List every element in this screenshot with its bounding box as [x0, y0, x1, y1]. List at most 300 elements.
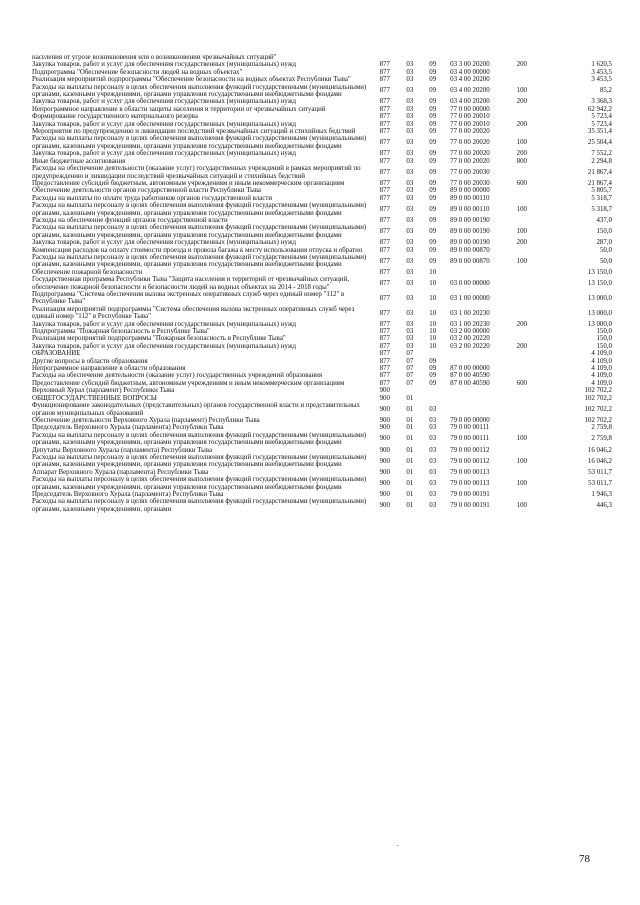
row-subsection-code: 09 [429, 257, 437, 265]
row-target-article: 77 0 00 20020 [450, 128, 490, 136]
row-name: Реализация мероприятий подпрограммы "Пожарная безопасность в Республике Тыва" [32, 335, 286, 343]
table-row [32, 121, 612, 128]
row-expense-type: 100 [516, 479, 527, 487]
row-gr-code: 877 [379, 157, 390, 165]
table-row [32, 454, 612, 469]
row-section-code: 03 [406, 105, 414, 113]
row-target-article: 79 0 00 00191 [450, 490, 490, 498]
row-amount: 102 702,2 [584, 405, 612, 413]
row-name: Подпрограмма "Пожарная безопасность в Республике Тыва" [32, 328, 210, 336]
row-section-code: 03 [406, 157, 414, 165]
table-row [32, 350, 612, 357]
row-amount: 13 150,0 [587, 279, 612, 287]
row-subsection-code: 09 [429, 216, 437, 224]
row-subsection-code: 09 [429, 239, 437, 247]
row-subsection-code: 09 [429, 246, 437, 254]
table-row [32, 106, 612, 113]
budget-table [32, 54, 612, 513]
row-amount: 102 702,2 [584, 416, 612, 424]
table-row [32, 447, 612, 454]
row-expense-type: 200 [516, 150, 527, 158]
row-subsection-code: 03 [429, 490, 437, 498]
row-gr-code: 900 [379, 424, 390, 432]
row-name: Непрограммное направление в области защиты населения и территории от чрезвычайных ситуаций [32, 105, 326, 113]
row-name: Мероприятия по предупреждению и ликвидации последствий чрезвычайных ситуаций и стихийных бедствий [32, 128, 356, 136]
row-subsection-code: 09 [429, 179, 437, 187]
row-target-article: 79 0 00 00111 [450, 435, 490, 443]
row-amount: 53 011,7 [588, 479, 612, 487]
row-gr-code: 877 [379, 294, 390, 302]
row-amount: 287,0 [596, 239, 612, 247]
row-section-code: 01 [406, 502, 414, 510]
table-row [32, 61, 612, 68]
table-row [32, 276, 612, 291]
row-gr-code: 877 [379, 61, 390, 69]
row-name: Реализация мероприятий подпрограммы "Обеспечение безопасности на водных объектах Республики Тыва" [32, 76, 351, 84]
row-subsection-code: 09 [429, 128, 437, 136]
row-amount: 5 318,7 [591, 194, 612, 202]
row-expense-type: 200 [516, 239, 527, 247]
row-expense-type: 100 [516, 457, 527, 465]
row-section-code: 03 [406, 268, 414, 276]
row-subsection-code: 10 [429, 294, 437, 302]
row-gr-code: 877 [379, 357, 390, 365]
row-name: Предоставление субсидий бюджетным, автономным учреждениям и иным некоммерческим организациям [32, 379, 345, 387]
row-section-code: 03 [406, 216, 414, 224]
row-subsection-code: 09 [429, 105, 437, 113]
row-amount: 150,0 [596, 328, 612, 336]
row-gr-code: 877 [379, 246, 390, 254]
table-row [32, 432, 612, 447]
table-row [32, 247, 612, 254]
table-row [32, 402, 612, 417]
row-gr-code: 900 [379, 394, 390, 402]
table-row [32, 84, 612, 99]
row-expense-type: 800 [516, 157, 527, 165]
table-row [32, 239, 612, 246]
row-subsection-code: 09 [429, 87, 437, 95]
row-target-article: 03 4 00 20200 [450, 87, 490, 95]
row-name: Расходы на выплаты персоналу в целях обеспечения выполнения функций государственными (муниципальными) органами, казенными учреждениями, органами управления государственными внебюджетными фондами [32, 202, 367, 217]
table-row [32, 98, 612, 105]
table-row [32, 380, 612, 387]
row-name: Расходы на выплаты персоналу в целях обеспечения выполнения функций государственными (муниципальными) органами, казенными учреждениями, органами управления государственными внебюджетными фондами [32, 83, 367, 99]
row-gr-code: 877 [379, 328, 390, 336]
row-amount: 3 368,3 [591, 98, 612, 106]
table-row [32, 335, 612, 342]
row-subsection-code: 03 [429, 435, 437, 443]
row-subsection-code: 03 [429, 457, 437, 465]
row-section-code: 03 [406, 279, 414, 287]
row-section-code: 07 [406, 357, 414, 365]
row-name: Подпрограмма "Обеспечение безопасности людей на водных объектах" [32, 68, 243, 76]
row-section-code: 03 [406, 120, 414, 128]
row-expense-type: 200 [516, 98, 527, 106]
row-target-article: 77 0 00 20030 [450, 168, 490, 176]
row-expense-type: 100 [516, 228, 527, 236]
row-section-code: 03 [406, 239, 414, 247]
table-row [32, 202, 612, 217]
row-name: Компенсация расходов на оплату стоимости проезда и провоза багажа к месту использования отпуска и обратно [32, 246, 363, 254]
row-name: Закупка товаров, работ и услуг для обеспечения государственных (муниципальных) нужд [32, 120, 296, 128]
table-row [32, 491, 612, 498]
row-target-article: 03 0 00 00000 [450, 279, 490, 287]
table-row [32, 365, 612, 372]
row-subsection-code: 09 [429, 379, 437, 387]
row-gr-code: 877 [379, 268, 390, 276]
row-section-code: 01 [406, 490, 414, 498]
row-subsection-code: 09 [429, 120, 437, 128]
table-row [32, 387, 612, 394]
row-target-article: 89 0 00 00110 [450, 194, 490, 202]
row-section-code: 03 [406, 294, 414, 302]
row-expense-type: 100 [516, 139, 527, 147]
row-subsection-code: 10 [429, 320, 437, 328]
row-gr-code: 877 [379, 87, 390, 95]
table-row [32, 54, 612, 61]
row-target-article: 89 0 00 00000 [450, 187, 490, 195]
row-gr-code: 877 [379, 228, 390, 236]
row-section-code: 01 [406, 416, 414, 424]
row-subsection-code: 09 [429, 372, 437, 380]
row-section-code: 03 [406, 68, 414, 76]
row-section-code: 03 [406, 309, 414, 317]
table-row [32, 291, 612, 306]
row-amount: 4 109,0 [591, 350, 612, 358]
row-amount: 13 000,0 [587, 309, 612, 317]
row-section-code: 03 [406, 257, 414, 265]
row-gr-code: 877 [379, 335, 390, 343]
row-gr-code: 877 [379, 120, 390, 128]
table-row [32, 224, 612, 239]
row-target-article: 79 0 00 00112 [450, 446, 490, 454]
row-subsection-code: 03 [429, 416, 437, 424]
row-gr-code: 877 [379, 205, 390, 213]
row-subsection-code: 09 [429, 61, 437, 69]
row-gr-code: 877 [379, 68, 390, 76]
page-mark: . [397, 840, 399, 848]
row-name: Закупка товаров, работ и услуг для обеспечения государственных (муниципальных) нужд [32, 320, 296, 328]
row-expense-type: 100 [516, 205, 527, 213]
row-target-article: 77 0 00 20020 [450, 139, 490, 147]
table-row [32, 180, 612, 187]
row-amount: 5 723,4 [591, 120, 612, 128]
table-row [32, 135, 612, 150]
row-amount: 13 150,0 [587, 268, 612, 276]
row-name: Закупка товаров, работ и услуг для обеспечения государственных (муниципальных) нужд [32, 239, 296, 247]
row-section-code: 03 [406, 179, 414, 187]
row-section-code: 03 [406, 205, 414, 213]
row-target-article: 89 0 00 00190 [450, 239, 490, 247]
row-target-article: 03 2 00 20220 [450, 342, 490, 350]
row-name: Верховный Хурал (парламент) Республики Тыва [32, 387, 175, 395]
row-gr-code: 877 [379, 257, 390, 265]
table-row [32, 321, 612, 328]
row-expense-type: 100 [516, 257, 527, 265]
row-gr-code: 877 [379, 113, 390, 121]
row-amount: 21 867,4 [587, 179, 612, 187]
row-subsection-code: 09 [429, 157, 437, 165]
row-amount: 2 294,8 [591, 157, 612, 165]
row-gr-code: 900 [379, 490, 390, 498]
row-name: Закупка товаров, работ и услуг для обеспечения государственных (муниципальных) нужд [32, 98, 296, 106]
row-gr-code: 877 [379, 350, 390, 358]
row-gr-code: 900 [379, 457, 390, 465]
table-row [32, 158, 612, 165]
row-name: Расходы на выплаты персоналу в целях обеспечения выполнения функций государственными (муниципальными) органами, казенными учреждениями, органами управления государственными внебюджетными фондами [32, 224, 367, 239]
row-name: Расходы на обеспечение функций органов государственной власти [32, 216, 228, 224]
row-subsection-code: 10 [429, 268, 437, 276]
row-amount: 4 109,0 [591, 379, 612, 387]
table-row [32, 424, 612, 431]
table-row [32, 269, 612, 276]
row-section-code: 03 [406, 113, 414, 121]
row-subsection-code: 03 [429, 424, 437, 432]
row-amount: 16 046,2 [587, 457, 612, 465]
row-section-code: 03 [406, 320, 414, 328]
row-name: Государственная программа Республики Тыва "Защита населения и территорий от чрезвычайных ситуаций, обеспечение пожарной безопасности и безопасности людей на водных объектах на 2014 - 2018 годы" [32, 276, 349, 291]
row-section-code: 03 [406, 98, 414, 106]
row-amount: 1 620,5 [591, 61, 612, 69]
row-target-article: 77 0 00 00000 [450, 105, 490, 113]
row-name: Предоставление субсидий бюджетным, автономным учреждениям и иным некоммерческим организациям [32, 179, 345, 187]
row-section-code: 03 [406, 168, 414, 176]
row-target-article: 77 0 00 20010 [450, 120, 490, 128]
row-amount: 102 702,2 [584, 394, 612, 402]
row-target-article: 79 0 00 00112 [450, 457, 490, 465]
row-expense-type: 200 [516, 61, 527, 69]
row-amount: 16 046,2 [587, 446, 612, 454]
row-target-article: 03 1 00 20230 [450, 320, 490, 328]
row-name: Председатель Верховного Хурала (парламента) Республики Тыва [32, 490, 224, 498]
row-amount: 21 867,4 [587, 168, 612, 176]
row-target-article: 03 4 00 20200 [450, 76, 490, 84]
table-row [32, 372, 612, 379]
row-expense-type: 600 [516, 179, 527, 187]
row-section-code: 07 [406, 379, 414, 387]
row-gr-code: 877 [379, 320, 390, 328]
row-name: Закупка товаров, работ и услуг для обеспечения государственных (муниципальных) нужд [32, 150, 296, 158]
row-subsection-code: 09 [429, 365, 437, 373]
row-target-article: 03 4 00 20200 [450, 98, 490, 106]
row-gr-code: 900 [379, 479, 390, 487]
row-subsection-code: 10 [429, 309, 437, 317]
row-expense-type: 200 [516, 120, 527, 128]
row-subsection-code: 09 [429, 68, 437, 76]
row-subsection-code: 10 [429, 328, 437, 336]
row-section-code: 03 [406, 87, 414, 95]
row-amount: 5 318,7 [591, 205, 612, 213]
row-subsection-code: 03 [429, 502, 437, 510]
row-target-article: 03 1 00 20230 [450, 309, 490, 317]
row-section-code: 03 [406, 342, 414, 350]
row-gr-code: 877 [379, 194, 390, 202]
table-row [32, 217, 612, 224]
row-expense-type: 600 [516, 379, 527, 387]
row-section-code: 03 [406, 335, 414, 343]
row-subsection-code: 10 [429, 279, 437, 287]
table-row [32, 165, 612, 180]
row-gr-code: 877 [379, 179, 390, 187]
row-gr-code: 900 [379, 387, 390, 395]
row-amount: 4 109,0 [591, 357, 612, 365]
table-row [32, 306, 612, 321]
row-section-code: 07 [406, 350, 414, 358]
row-name: Иные бюджетные ассигнования [32, 157, 126, 165]
row-name: Закупка товаров, работ и услуг для обеспечения государственных (муниципальных) нужд [32, 342, 296, 350]
row-gr-code: 900 [379, 405, 390, 413]
row-target-article: 03 3 00 20200 [450, 61, 490, 69]
row-gr-code: 877 [379, 216, 390, 224]
row-amount: 35 351,4 [587, 128, 612, 136]
row-gr-code: 877 [379, 309, 390, 317]
row-name: Расходы на выплаты персоналу в целях обеспечения выполнения функций государственными (муниципальными) органами, казенными учреждениями, органами управления государственными внебюджетными фондами [32, 253, 367, 269]
row-name: Формирование государственного материального резерва [32, 113, 198, 121]
row-amount: 150,0 [596, 342, 612, 350]
row-name: Депутаты Верховного Хурала (парламента) Республики Тыва [32, 446, 213, 454]
row-gr-code: 877 [379, 168, 390, 176]
row-section-code: 01 [406, 457, 414, 465]
row-amount: 446,3 [596, 502, 612, 510]
row-name: ОБЩЕГОСУДАРСТВЕННЫЕ ВОПРОСЫ [32, 394, 157, 402]
row-subsection-code: 09 [429, 76, 437, 84]
row-target-article: 79 0 00 00111 [450, 424, 490, 432]
row-gr-code: 877 [379, 150, 390, 158]
table-row [32, 69, 612, 76]
row-subsection-code: 03 [429, 479, 437, 487]
row-expense-type: 200 [516, 342, 527, 350]
row-subsection-code: 10 [429, 335, 437, 343]
row-gr-code: 900 [379, 468, 390, 476]
row-name: ОБРАЗОВАНИЕ [32, 350, 81, 358]
row-amount: 7 552,2 [591, 150, 612, 158]
row-amount: 1 946,3 [591, 490, 612, 498]
row-amount: 25 504,4 [587, 139, 612, 147]
row-subsection-code: 09 [429, 228, 437, 236]
row-expense-type: 100 [516, 87, 527, 95]
row-name: Реализация мероприятий подпрограммы "Система обеспечения вызова экстренных оперативных служб через единый номер "112" в Республике Тыва" [32, 305, 355, 321]
table-row [32, 76, 612, 83]
row-name: Обеспечение пожарной безопасности [32, 268, 143, 276]
row-gr-code: 900 [379, 502, 390, 510]
row-section-code: 01 [406, 479, 414, 487]
row-section-code: 03 [406, 128, 414, 136]
row-name: Подпрограмма "Система обеспечения вызова экстренных оперативных служб через единый номер "112" в Республике Тыва" [32, 291, 345, 306]
row-section-code: 07 [406, 365, 414, 373]
row-amount: 62 942,2 [587, 105, 612, 113]
row-amount: 53 011,7 [588, 468, 612, 476]
table-row [32, 476, 612, 491]
row-target-article: 87 0 00 40590 [450, 372, 490, 380]
row-name: Расходы на выплаты персоналу в целях обеспечения выполнения функций государственными (муниципальными) органами, казенными учреждениями, органами управления государственными внебюджетными фондами [32, 476, 367, 491]
table-row [32, 254, 612, 269]
row-target-article: 89 0 00 00870 [450, 246, 490, 254]
row-name: Расходы на выплаты персоналу в целях обеспечения выполнения функций государственными (муниципальными) органами, казенными учреждениями, органами управления государственными внебюджетными фондами [32, 453, 367, 469]
row-section-code: 03 [406, 139, 414, 147]
page-number: 78 [579, 853, 590, 865]
row-subsection-code: 10 [429, 342, 437, 350]
row-name: Обеспечение деятельности органов государственной власти Республики Тыва [32, 187, 261, 195]
row-name: Другие вопросы в области образования [32, 357, 148, 365]
row-section-code: 01 [406, 394, 414, 402]
row-section-code: 03 [406, 76, 414, 84]
row-name: Непрограммное направление в области образования [32, 365, 186, 373]
row-amount: 3 453,5 [591, 68, 612, 76]
row-name: Расходы на выплаты персоналу в целях обеспечения выполнения функций государственными (муниципальными) органами, казенными учреждениями, органами [32, 498, 367, 513]
table-row [32, 343, 612, 350]
row-gr-code: 900 [379, 416, 390, 424]
row-target-article: 87 0 00 40590 [450, 379, 490, 387]
row-target-article: 03 2 00 00000 [450, 328, 490, 336]
row-gr-code: 877 [379, 187, 390, 195]
table-row [32, 358, 612, 365]
row-amount: 50,0 [599, 246, 612, 254]
row-gr-code: 877 [379, 105, 390, 113]
row-target-article: 89 0 00 00190 [450, 228, 490, 236]
row-section-code: 03 [406, 187, 414, 195]
row-subsection-code: 03 [429, 468, 437, 476]
row-amount: 2 759,8 [591, 424, 612, 432]
row-section-code: 01 [406, 405, 414, 413]
row-target-article: 89 0 00 00190 [450, 216, 490, 224]
row-name: Функционирование законодательных (представительных) органов государственной власти и представительных органов муниципальных образований [32, 402, 360, 417]
row-section-code: 03 [406, 228, 414, 236]
row-amount: 102 702,2 [584, 387, 612, 395]
row-gr-code: 877 [379, 76, 390, 84]
row-subsection-code: 09 [429, 187, 437, 195]
row-expense-type: 200 [516, 320, 527, 328]
row-target-article: 87 0 00 00000 [450, 365, 490, 373]
row-subsection-code: 09 [429, 205, 437, 213]
row-name: Расходы на обеспечение деятельности (оказание услуг) государственных учреждений образования [32, 372, 323, 380]
row-gr-code: 877 [379, 372, 390, 380]
row-section-code: 03 [406, 246, 414, 254]
row-subsection-code: 09 [429, 150, 437, 158]
row-gr-code: 900 [379, 435, 390, 443]
row-target-article: 03 2 00 20220 [450, 335, 490, 343]
table-row [32, 187, 612, 194]
row-target-article: 03 4 00 00000 [450, 68, 490, 76]
row-name: Обеспечение деятельности Верховного Хурала (парламент) Республики Тыва [32, 416, 260, 424]
table-row [32, 150, 612, 157]
row-subsection-code: 09 [429, 357, 437, 365]
row-section-code: 03 [406, 328, 414, 336]
row-amount: 13 000,0 [587, 294, 612, 302]
row-name: Расходы на выплаты персоналу в целях обеспечения выполнения функций государственными (муниципальными) органами, казенными учреждениями, органами управления государственными внебюджетными фондами [32, 431, 367, 447]
row-name: Председатель Верховного Хурала (парламента) Республики Тыва [32, 424, 224, 432]
row-amount: 50,0 [599, 257, 612, 265]
row-target-article: 79 0 00 00113 [450, 468, 490, 476]
row-target-article: 79 0 00 00113 [450, 479, 490, 487]
row-amount: 3 453,5 [591, 76, 612, 84]
row-name: Аппарат Верховного Хурала (парламента) Республики Тыва [32, 468, 209, 476]
table-row [32, 498, 612, 513]
row-gr-code: 877 [379, 98, 390, 106]
table-row [32, 328, 612, 335]
row-subsection-code: 03 [429, 446, 437, 454]
row-name: населения от угрозе возникновения или о возникновении чрезвычайных ситуаций" [32, 54, 277, 61]
row-amount: 85,2 [599, 87, 612, 95]
row-name: Закупка товаров, работ и услуг для обеспечения государственных (муниципальных) нужд [32, 61, 296, 69]
row-name: Расходы на выплаты персоналу в целях обеспечения выполнения функций государственными (муниципальными) органами, казенными учреждениями, органами управления государственными внебюджетными фондами [32, 135, 367, 150]
row-amount: 2 759,8 [591, 435, 612, 443]
row-subsection-code: 09 [429, 139, 437, 147]
row-amount: 13 000,0 [587, 320, 612, 328]
row-gr-code: 877 [379, 139, 390, 147]
row-target-article: 79 0 00 00000 [450, 416, 490, 424]
row-section-code: 01 [406, 446, 414, 454]
row-gr-code: 877 [379, 379, 390, 387]
